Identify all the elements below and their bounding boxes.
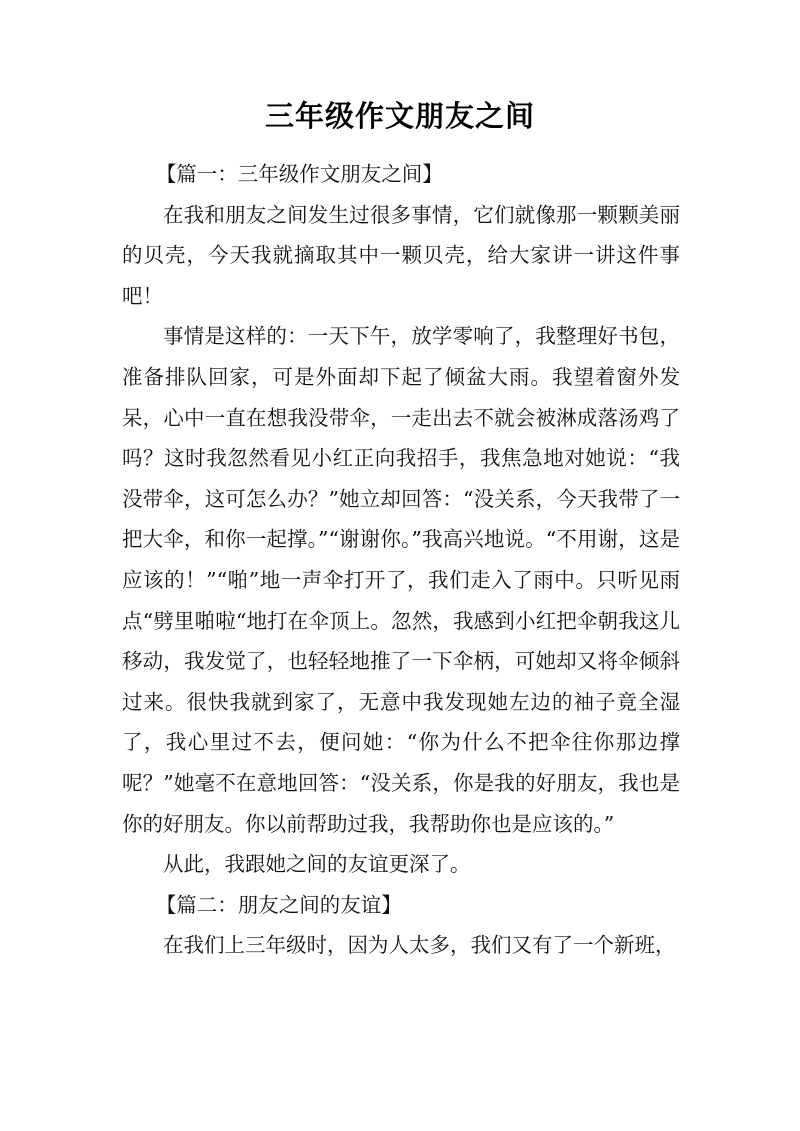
paragraph: 事情是这样的：一天下午，放学零响了，我整理好书包，准备排队回家，可是外面却下起了倾盆大雨。我望着窗外发呆，心中一直在想我没带伞，一走出去不就会被淋成落汤鸡了吗？这时我忽然看见小红正向我招手，我焦急地对她说：“我没带伞，这可怎么办？”她立却回答：“没关系，今天我带了一把大伞，和你一起撑。”“谢谢你。”我高兴地说。“不用谢，这是应该的！”“啪”地一声伞打开了，我们走入了雨中。只听见雨点“劈里啪啦“地打在伞顶上。忽然，我感到小红把伞朝我这儿移动，我发觉了，也轻轻地推了一下伞柄，可她却又将伞倾斜过来。很快我就到家了，无意中我发现她左边的袖子竟全湿了，我心里过不去，便问她：“你为什么不把伞往你那边撑呢？”她毫不在意地回答：“没关系，你是我的好朋友，我也是你的好朋友。你以前帮助过我，我帮助你也是应该的。” — [122, 324, 680, 836]
section-heading-1: 【篇一：三年级作文朋友之间】 — [155, 162, 443, 186]
document-title: 三年级作文朋友之间 — [264, 99, 535, 133]
paragraph: 在我和朋友之间发生过很多事情，它们就像那一颗颗美丽的贝壳，今天我就摘取其中一颗贝壳，给大家讲一讲这件事吧！ — [122, 202, 680, 308]
paragraph: 从此，我跟她之间的友谊更深了。 — [163, 852, 471, 877]
document-body — [122, 154, 680, 966]
section-heading-2: 【篇二：朋友之间的友谊】 — [155, 892, 402, 917]
paragraph: 在我们上三年级时，因为人太多，我们又有了一个新班， — [163, 933, 676, 958]
